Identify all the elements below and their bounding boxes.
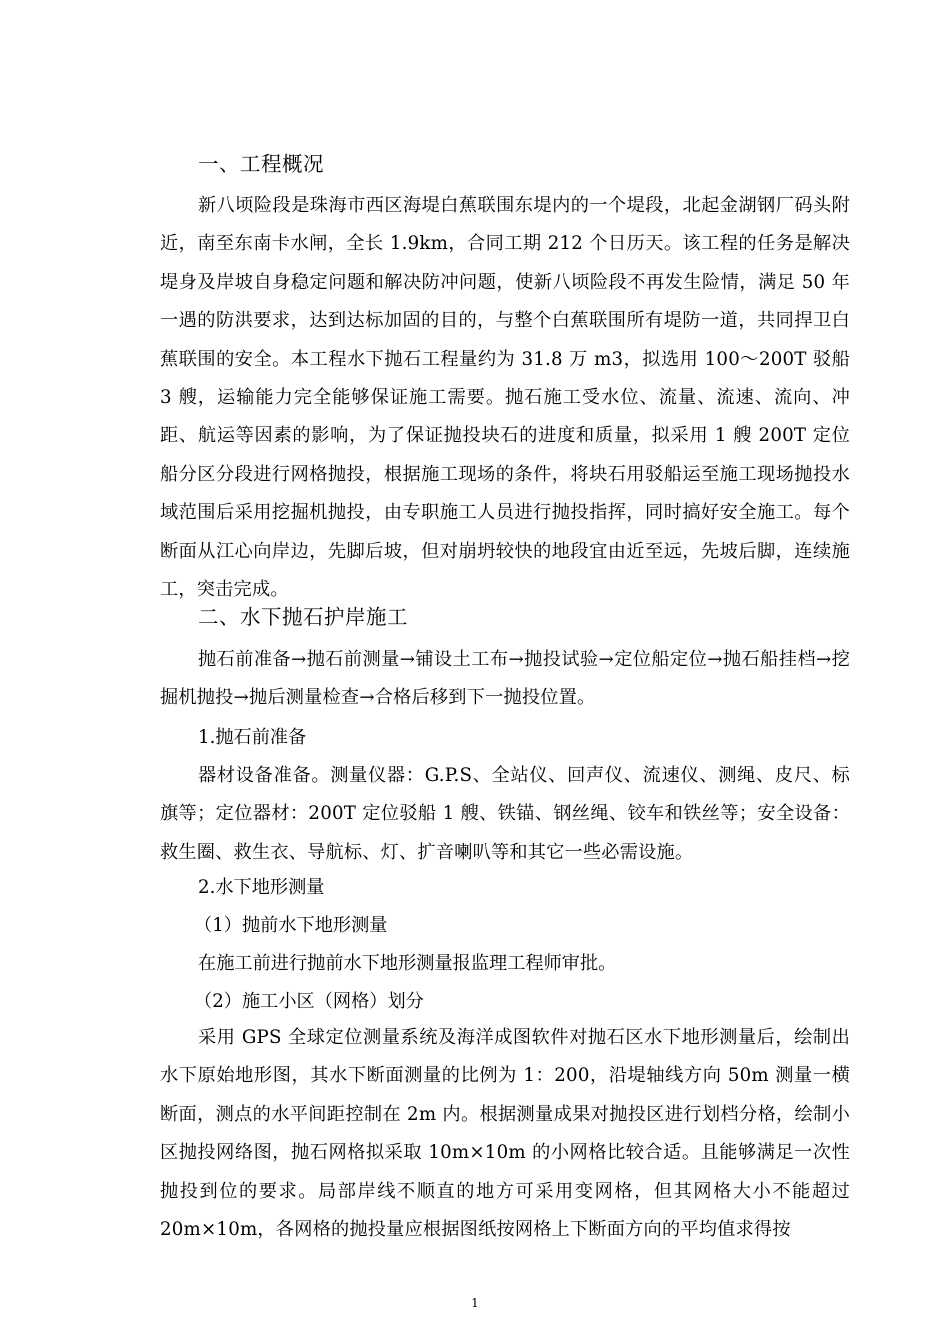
subsection-2-item-1-title: （1）抛前水下地形测量 [194,915,388,936]
subsection-2-item-1-text: 在施工前进行抛前水下地形测量报监理工程师审批。 [198,953,617,974]
subsection-1-paragraph: 器材设备准备。测量仪器：G.P.S、全站仪、回声仪、流速仪、测绳、皮尺、标旗等；定位器材：200T 定位驳船 1 艘、铁锚、钢丝绳、铰车和铁丝等；安全设备：救生圈、救生衣、导航标、灯、扩音喇叭等和其它一些必需设施。 [160,765,850,863]
construction-flow-paragraph: 抛石前准备→抛石前测量→铺设土工布→抛投试验→定位船定位→抛石船挂档→挖掘机抛投→抛后测量检查→合格后移到下一抛投位置。 [160,649,850,709]
subsection-2-title: 2.水下地形测量 [198,877,325,898]
section-1-heading: 一、工程概况 [198,152,324,176]
section-1-paragraph: 新八顷险段是珠海市西区海堤白蕉联围东堤内的一个堤段，北起金湖钢厂码头附近，南至东南卡水闸，全长 1.9km，合同工期 212 个日历天。该工程的任务是解决堤身及岸坡自身稳定问题和解决防冲问题，使新八顷险段不再发生险情，满足 50 年一遇的防洪要求，达到达标加固的目的，与整个白蕉联围所有堤防一道，共同捍卫白蕉联围的安全。本工程水下抛石工程量约为 31.8 万 m3，拟选用 100～200T 驳船 3 艘，运输能力完全能够保证施工需要。抛石施工受水位、流量、流速、流向、冲距、航运等因素的影响，为了保证抛投块石的进度和质量，拟采用 1 艘 200T 定位船分区分段进行网格抛投，根据施工现场的条件，将块石用驳船运至施工现场抛投水域范围后采用挖掘机抛投，由专职施工人员进行抛投指挥，同时搞好安全施工。每个断面从江心向岸边，先脚后坡，但对崩坍较快的地段宜由近至远，先坡后脚，连续施工，突击完成。 [160,195,850,601]
page-number: 1 [471,1296,479,1310]
section-2-heading: 二、水下抛石护岸施工 [198,605,408,629]
subsection-1-title: 1.抛石前准备 [198,727,307,748]
subsection-2-item-2-paragraph: 采用 GPS 全球定位测量系统及海洋成图软件对抛石区水下地形测量后，绘制出水下原始地形图，其水下断面测量的比例为 1：200，沿堤轴线方向 50m 测量一横断面，测点的水平间距控制在 2m 内。根据测量成果对抛投区进行划档分格，绘制小区抛投网络图，抛石网格拟采取 10m×10m 的小网格比较合适。且能够满足一次性抛投到位的要求。局部岸线不顺直的地方可采用变网格，但其网格大小不能超过 20m×10m，各网格的抛投量应根据图纸按网格上下断面方向的平均值求得按 [160,1027,850,1241]
subsection-2-item-2-title: （2）施工小区（网格）划分 [194,991,424,1012]
